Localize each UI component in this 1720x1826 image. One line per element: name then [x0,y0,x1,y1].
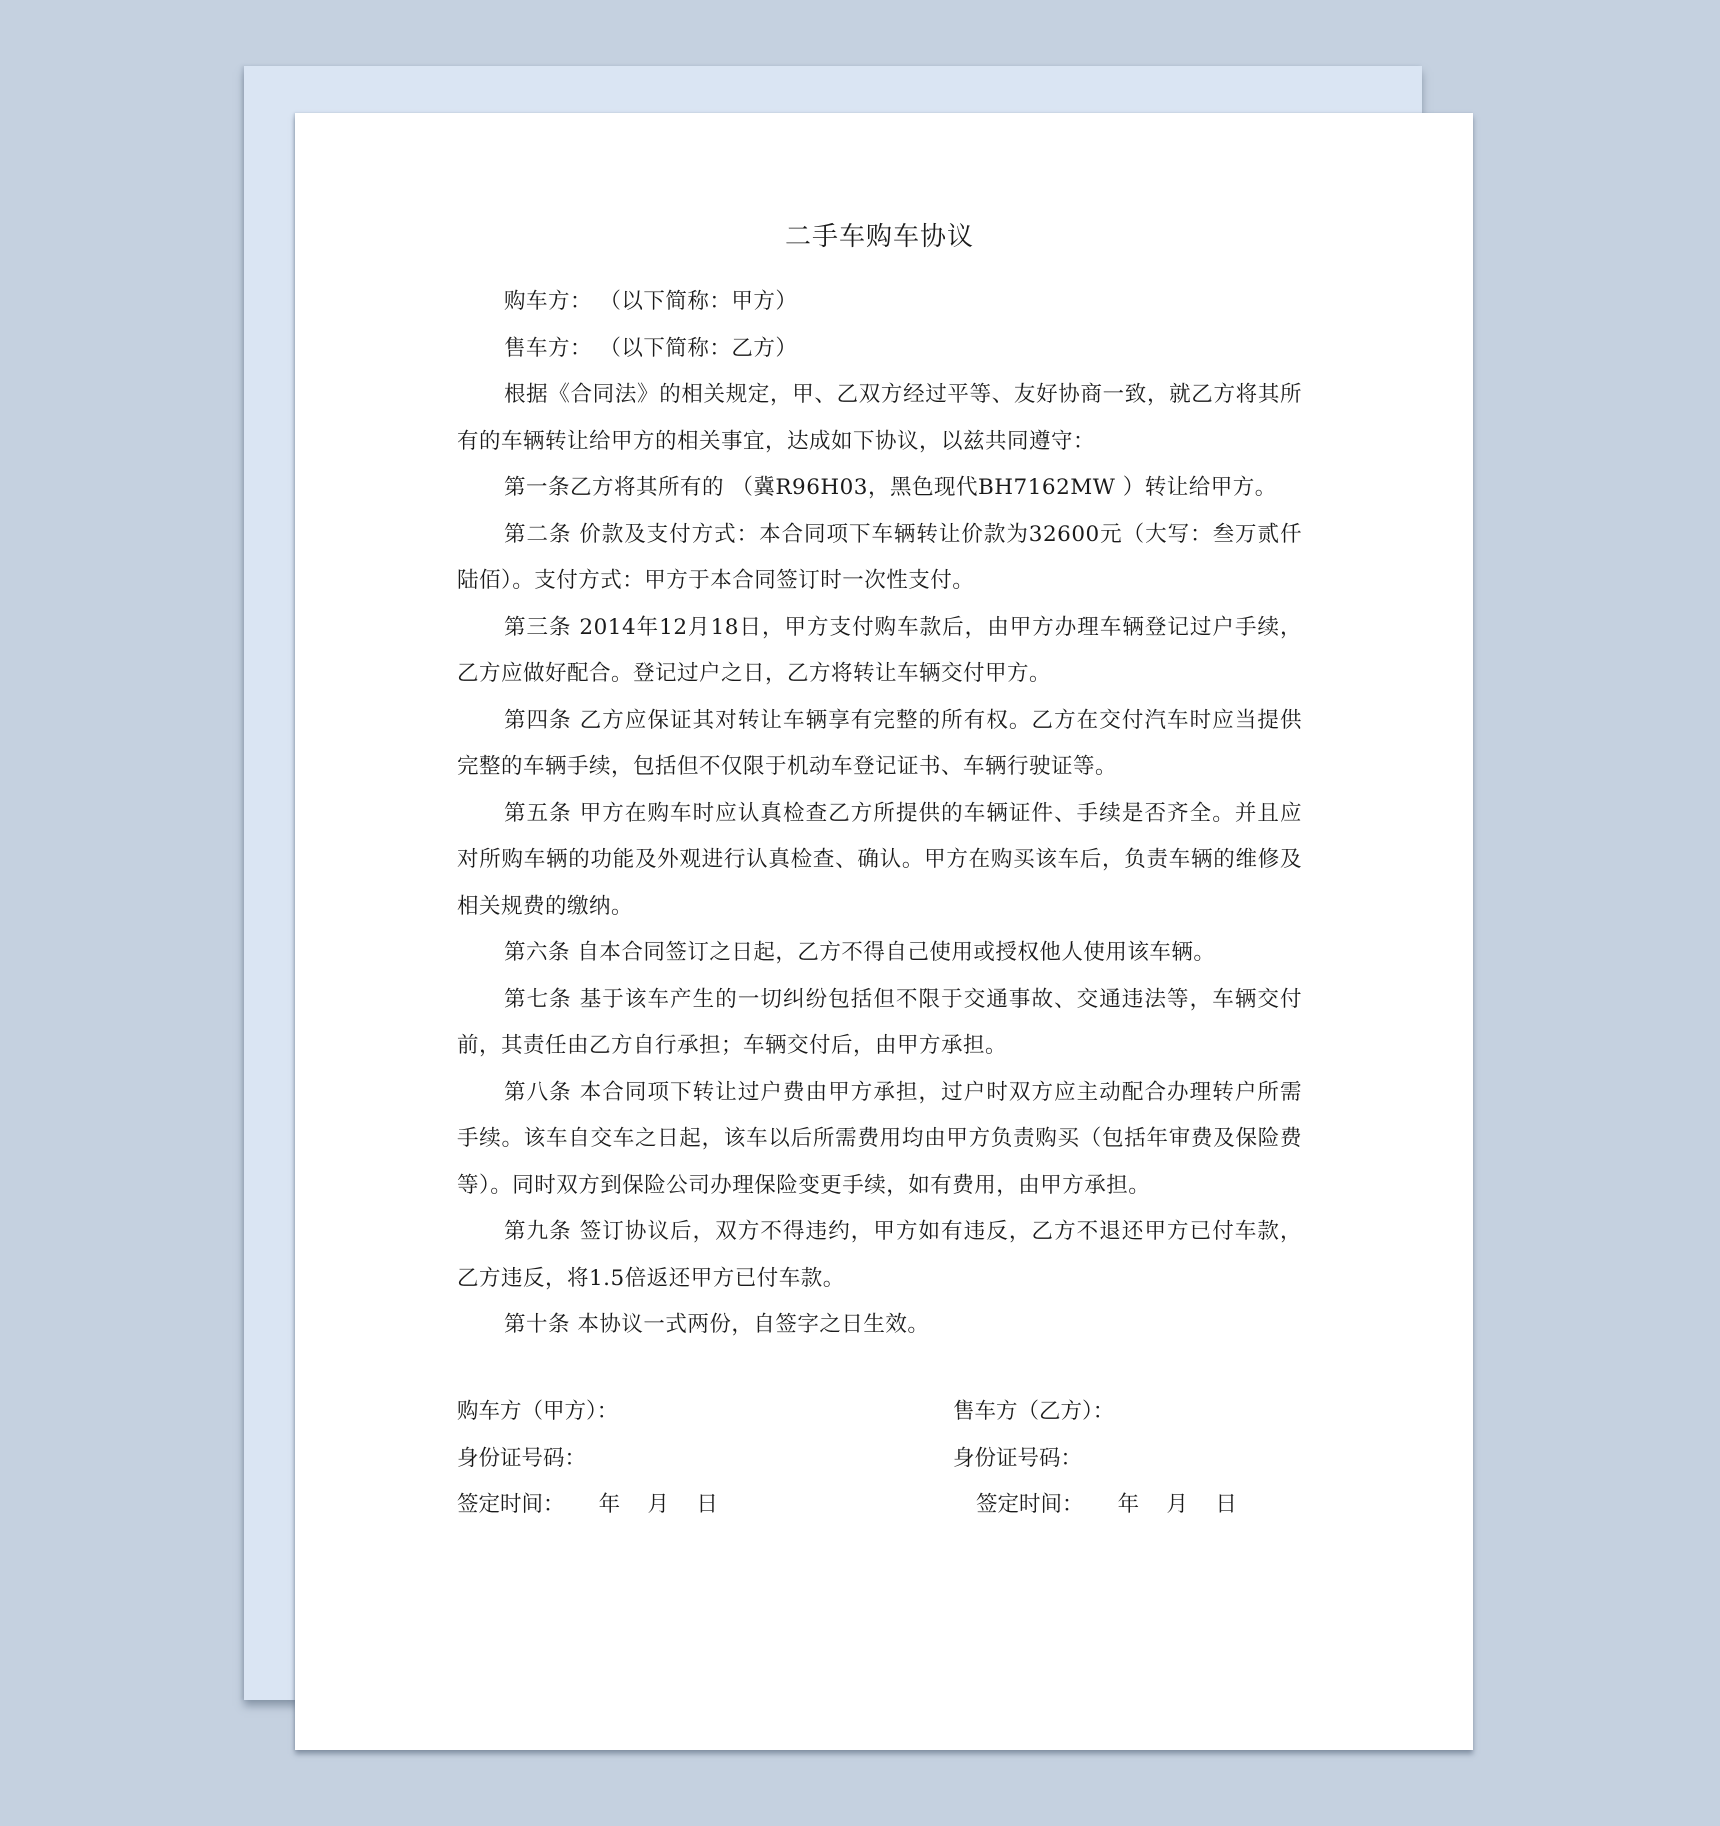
signature-row-party [457,1389,1302,1436]
article-8: 第八条 本合同项下转让过户费由甲方承担，过户时双方应主动配合办理转户所需手续。该车自交车之日起，该车以后所需费用均由甲方负责购买（包括年审费及保险费等）。同时双方到保险公司办理保险变更手续，如有费用，由甲方承担。 [457,1079,1302,1198]
seller-id-label: 身份证号码： [953,1445,1083,1471]
article-6: 第六条 自本合同签订之日起，乙方不得自己使用或授权他人使用该车辆。 [504,940,1216,965]
document-page [295,113,1473,1750]
document-title: 二手车购车协议 [784,222,974,252]
seller-date-label: 签定时间： 年 月 日 [976,1492,1237,1517]
article-5: 第五条 甲方在购车时应认真检查乙方所提供的车辆证件、手续是否齐全。并且应对所购车辆的功能及外观进行认真检查、确认。甲方在购买该车后，负责车辆的维修及相关规费的缴纳。 [457,800,1302,919]
buyer-id-label: 身份证号码： [457,1445,587,1471]
buyer-party-line: 购车方： （以下简称：甲方） [504,289,798,314]
article-3: 第三条 2014年12月18日，甲方支付购车款后，由甲方办理车辆登记过户手续，乙方应做好配合。登记过户之日，乙方将转让车辆交付甲方。 [457,614,1302,686]
article-9: 第九条 签订协议后，双方不得违约，甲方如有违反，乙方不退还甲方已付车款，乙方违反，将1.5倍返还甲方已付车款。 [457,1219,1302,1291]
article-10: 第十条 本协议一式两份，自签字之日生效。 [504,1312,930,1337]
seller-party-line: 售车方： （以下简称：乙方） [504,335,798,361]
article-1: 第一条乙方将其所有的 （冀R96H03，黑色现代BH7162MW ）转让给甲方。 [504,475,1277,500]
article-7: 第七条 基于该车产生的一切纠纷包括但不限于交通事故、交通违法等，车辆交付前，其责任由乙方自行承担；车辆交付后，由甲方承担。 [457,986,1302,1058]
document-body [457,279,1302,1349]
preamble-paragraph: 根据《合同法》的相关规定，甲、乙双方经过平等、友好协商一致，就乙方将其所有的车辆转让给甲方的相关事宜，达成如下协议，以兹共同遵守： [457,382,1302,454]
signature-row-date [457,1482,1302,1529]
seller-signature-label: 售车方（乙方）： [953,1399,1115,1424]
article-4: 第四条 乙方应保证其对转让车辆享有完整的所有权。乙方在交付汽车时应当提供完整的车辆手续，包括但不仅限于机动车登记证书、车辆行驶证等。 [457,707,1302,779]
buyer-signature-label: 购车方（甲方）： [457,1399,619,1424]
article-2: 第二条 价款及支付方式：本合同项下车辆转让价款为32600元（大写：叁万贰仟陆佰）。支付方式：甲方于本合同签订时一次性支付。 [457,521,1302,593]
buyer-date-label: 签定时间： 年 月 日 [457,1492,718,1517]
signature-row-id [457,1436,1302,1483]
signature-block [457,1389,1302,1529]
